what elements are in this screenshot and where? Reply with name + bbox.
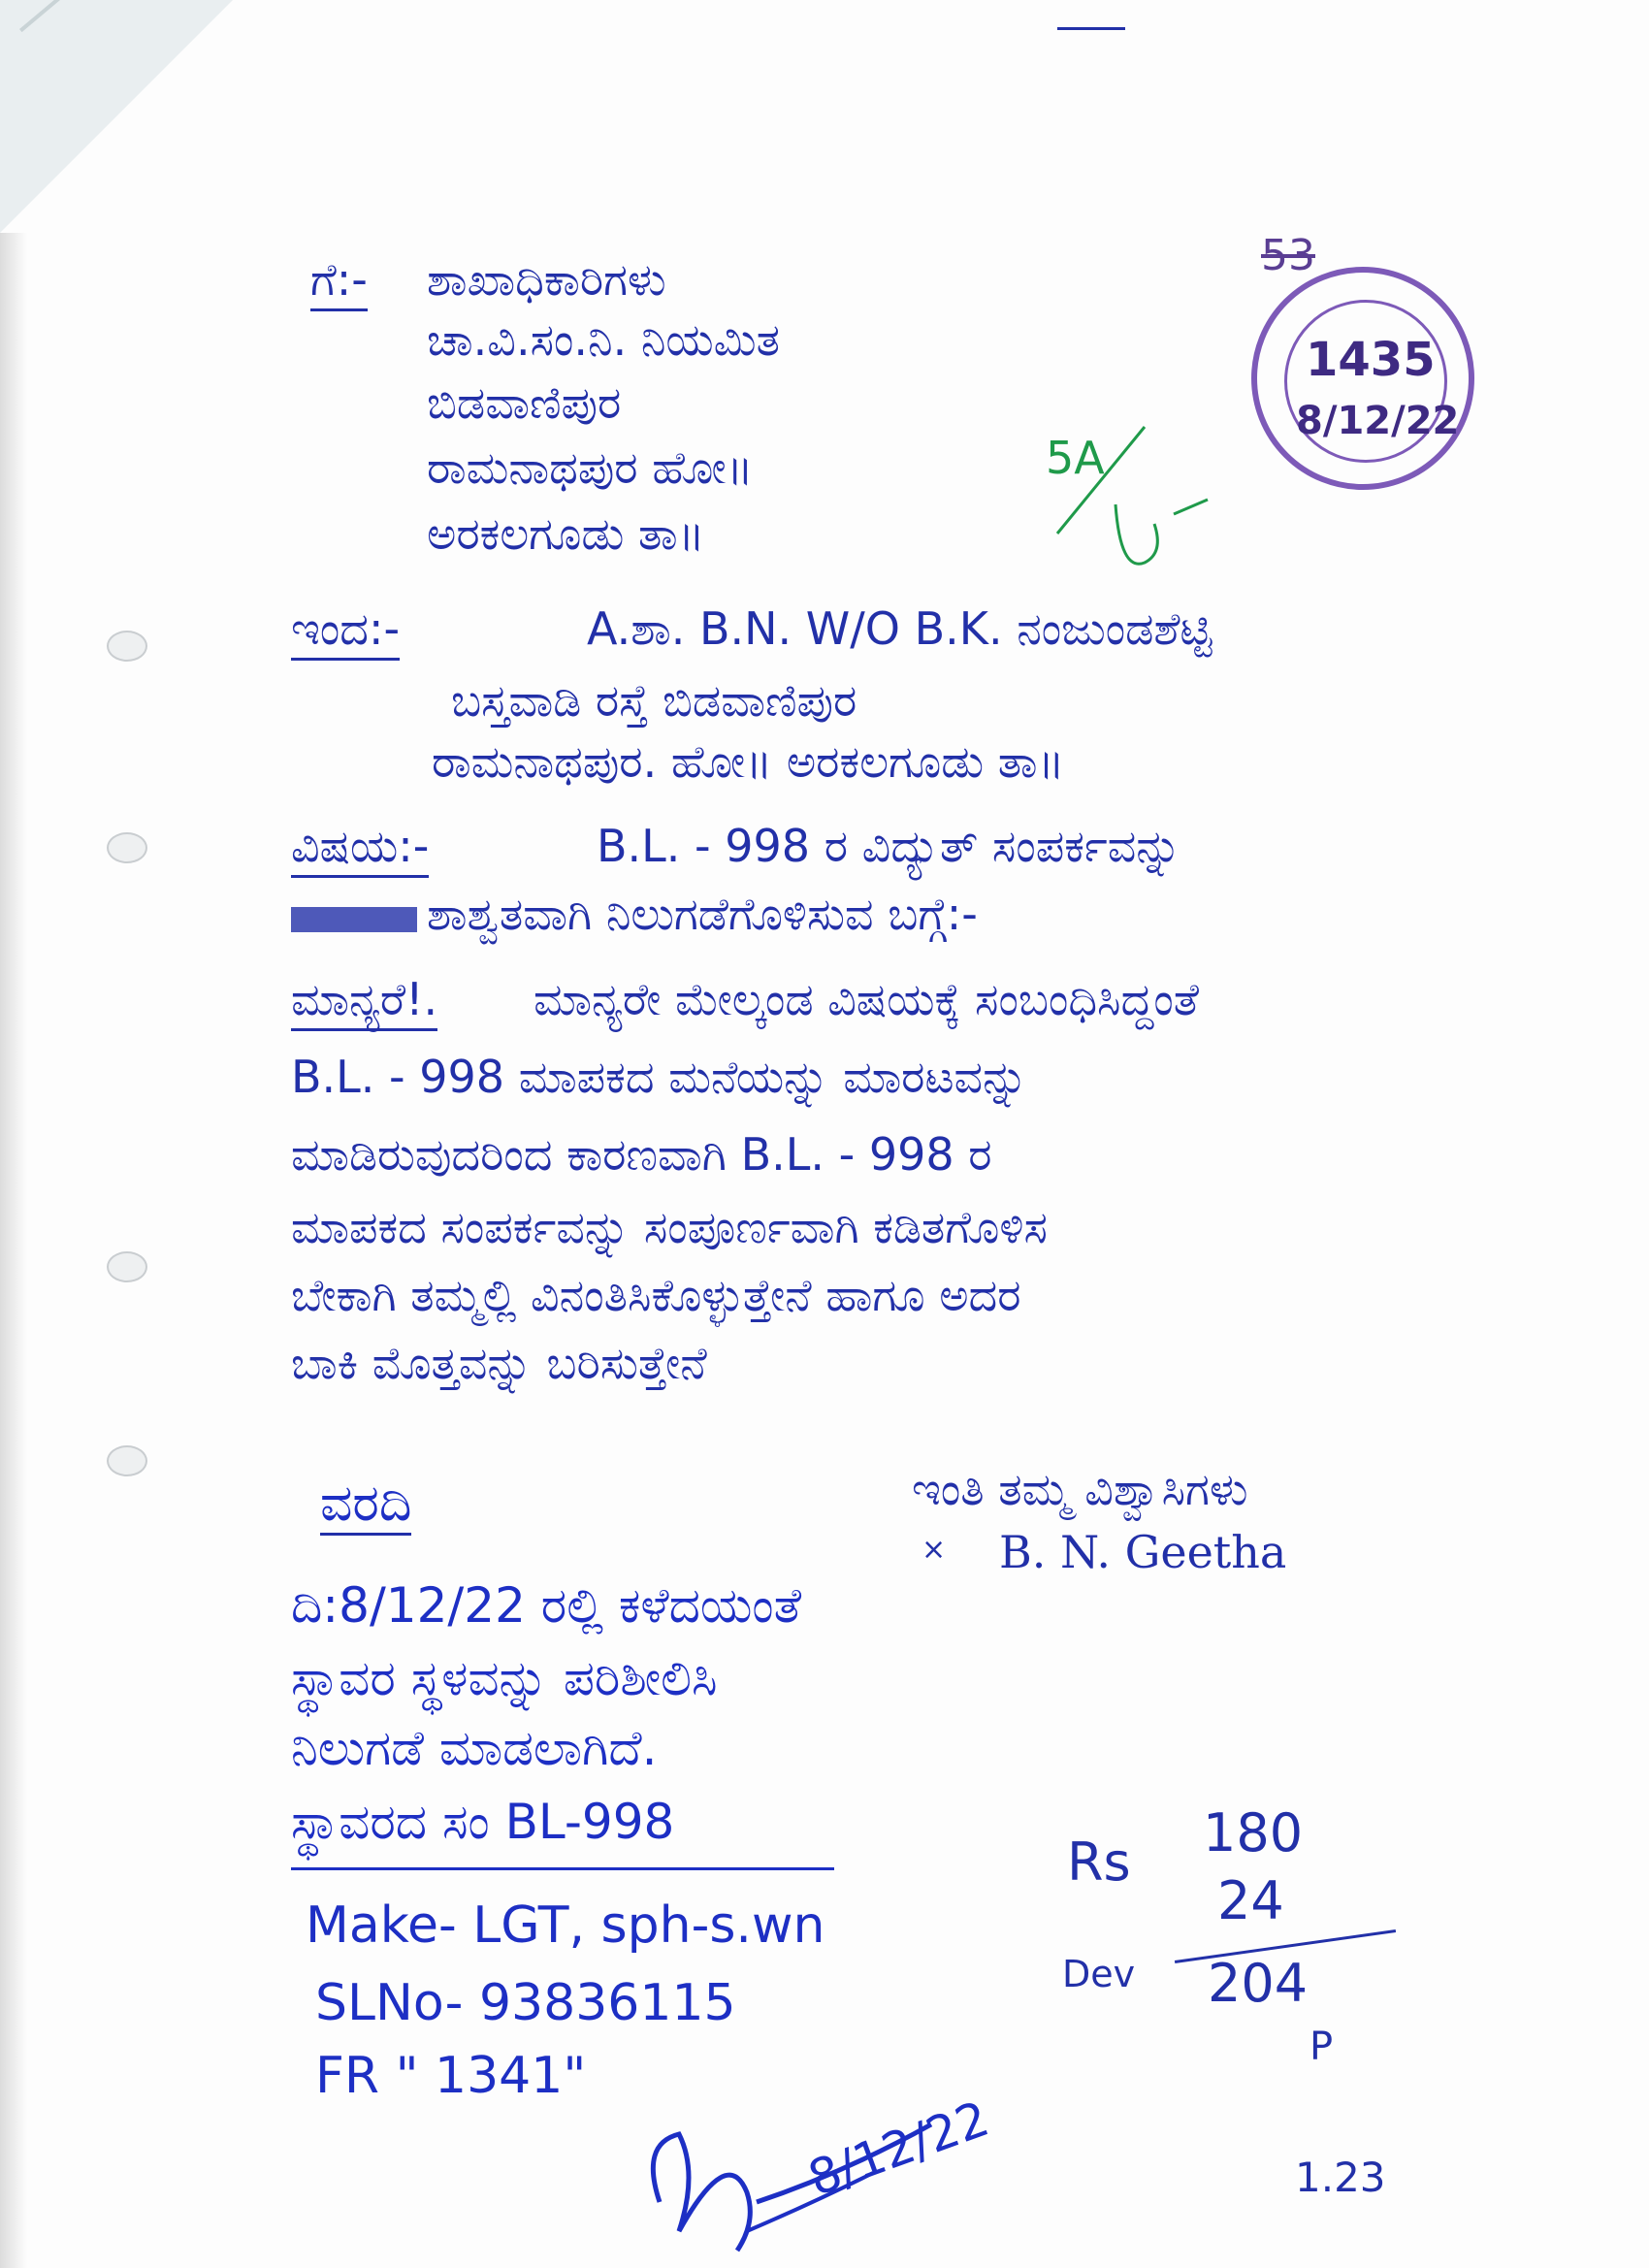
to-label: ಗೆ:- <box>310 250 368 311</box>
stamp-date: 8/12/22 <box>1296 399 1460 443</box>
green-initials <box>1028 407 1212 592</box>
body-line: ಬೇಕಾಗಿ ತಮ್ಮಲ್ಲಿ ವಿನಂತಿಸಿಕೊಳ್ಳುತ್ತೇನೆ ಹಾಗೂ ಅದರ <box>291 1269 1021 1321</box>
office-note-line: ನಿಲುಗಡೆ ಮಾಡಲಾಗಿದೆ. <box>291 1720 658 1776</box>
office-note-line: Make- LGT, sph-s.wn <box>306 1896 825 1955</box>
calc-total: 204 <box>1208 1953 1309 2014</box>
office-note-line: ಸ್ಥಾವರ ಸ್ಥಳವನ್ನು ಪರಿಶೀಲಿಸಿ <box>291 1650 718 1706</box>
body-line: ಮಾಪಕದ ಸಂಪರ್ಕವನ್ನು ಸಂಪೂರ್ಣವಾಗಿ ಕಡಿತಗೊಳಿಸ <box>291 1201 1048 1253</box>
officer-sign-date: 8/12/22 <box>800 2090 996 2208</box>
closing-line: ಇಂತಿ ತಮ್ಮ ವಿಶ್ವಾಸಿಗಳು <box>912 1463 1248 1515</box>
green-note: 5A <box>1046 432 1105 484</box>
closing-bullet: × <box>922 1533 947 1567</box>
calc-footer: 1.23 <box>1295 2154 1386 2201</box>
from-label: ಇಂದ:- <box>291 599 400 661</box>
scribble-out <box>291 907 417 932</box>
calc-prefix: Rs <box>1067 1831 1131 1893</box>
from-line: ಬಸ್ತವಾಡಿ ರಸ್ತೆ ಬಿಡವಾಣಿಪುರ <box>451 674 857 727</box>
office-note-line: ದಿ:8/12/22 ರಲ್ಲಿ ಕಳೆದಯಂತೆ <box>291 1577 802 1634</box>
stamp-struck-number: 53 <box>1261 231 1315 280</box>
calc-value-2: 24 <box>1217 1870 1284 1931</box>
body-line: ಮಾನ್ಯರೇ ಮೇಲ್ಕಂಡ ವಿಷಯಕ್ಕೆ ಸಂಬಂಧಿಸಿದ್ದಂತೆ <box>534 973 1199 1025</box>
punch-hole <box>107 1251 147 1282</box>
to-line: ಶಾಖಾಧಿಕಾರಿಗಳು <box>427 253 666 306</box>
to-line: ಚಾ.ವಿ.ಸಂ.ನಿ. ನಿಯಮಿತ <box>427 313 781 366</box>
subject-line: B.L. - 998 ರ ವಿದ್ಯುತ್ ಸಂಪರ್ಕವನ್ನು <box>597 820 1181 872</box>
to-line: ರಾಮನಾಥಪುರ ಹೋ॥ <box>427 441 754 494</box>
calc-dev-label: Dev <box>1062 1953 1136 1995</box>
top-dash <box>1057 27 1125 30</box>
punch-hole <box>107 1445 147 1476</box>
body-line: ಬಾಕಿ ಮೊತ್ತವನ್ನು ಬರಿಸುತ್ತೇನೆ <box>291 1337 707 1389</box>
subject-line: ಶಾಶ್ವತವಾಗಿ ನಿಲುಗಡೆಗೊಳಿಸುವ ಬಗ್ಗೆ:- <box>427 888 978 940</box>
body-line: B.L. - 998 ಮಾಪಕದ ಮನೆಯನ್ನು ಮಾರಟವನ್ನು <box>291 1051 1028 1103</box>
body-line: ಮಾಡಿರುವುದರಿಂದ ಕಾರಣವಾಗಿ B.L. - 998 ರ <box>291 1128 992 1181</box>
office-note-title: ವರದಿ <box>320 1474 411 1536</box>
office-note-rule <box>291 1867 834 1870</box>
office-note-line: FR " 1341" <box>315 2047 587 2105</box>
calc-value-1: 180 <box>1203 1802 1304 1863</box>
office-note-line: SLNo- 93836115 <box>315 1974 736 2032</box>
punch-hole <box>107 631 147 662</box>
scan-left-edge <box>0 233 27 2268</box>
to-line: ಅರಕಲಗೂಡು ತಾ॥ <box>427 507 705 560</box>
stamp-number: 1435 <box>1306 333 1436 387</box>
salutation: ಮಾನ್ಯರೆ!. <box>291 970 437 1031</box>
folded-corner <box>0 0 233 233</box>
subject-label: ವಿಷಯ:- <box>291 817 429 878</box>
signatory-name: B. N. Geetha <box>999 1526 1287 1578</box>
office-note-line: ಸ್ಥಾವರದ ಸಂ BL-998 <box>291 1794 675 1850</box>
to-line: ಬಿಡವಾಣಿಪುರ <box>427 376 622 429</box>
from-line: ರಾಮನಾಥಪುರ. ಹೋ॥ ಅರಕಲಗೂಡು ತಾ॥ <box>432 735 1065 788</box>
from-line: A.ಶಾ. B.N. W/O B.K. ನಂಜುಂಡಶೆಟ್ಟಿ <box>587 602 1212 655</box>
inward-stamp <box>1251 267 1474 490</box>
punch-hole <box>107 832 147 863</box>
calc-mark: P <box>1310 2025 1334 2069</box>
